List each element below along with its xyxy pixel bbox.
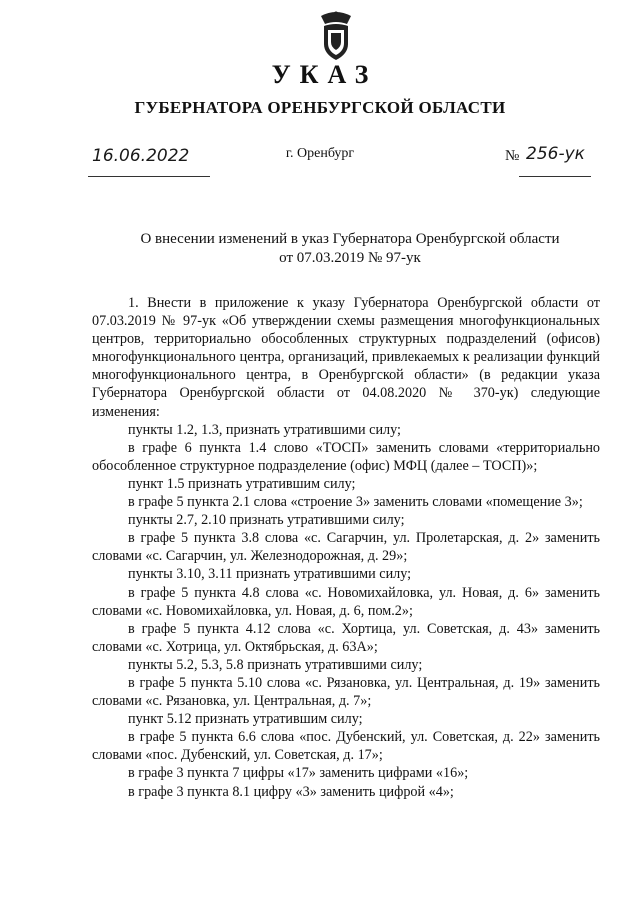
paragraph: пункты 3.10, 3.11 признать утратившими силу; bbox=[128, 566, 412, 583]
paragraph: пункты 5.2, 5.3, 5.8 признать утратившими силу; bbox=[128, 656, 423, 673]
city: г. Оренбург bbox=[285, 146, 355, 161]
document-subject bbox=[60, 230, 640, 268]
paragraph: в графе 5 пункта 6.6 слова «пос. Дубенский, ул. Советская, д. 22» заменить словами «пос. Дубенский, ул. Советская, д. 17»; bbox=[92, 729, 600, 764]
paragraph: 1. Внести в приложение к указу Губернатора Оренбургской области от 07.03.2019 № 97-ук «Об утверждении схемы размещения многофункциональных центров, территориально обособленных структурных подразделений (офисов) многофункционального центра, организаций, привлекаемых к реализации функций многофункционального центра, в Оренбургской области» (в редакции указа Губернатора Оренбургской области от 04.08.2020 № 370-ук) следующие изменения: bbox=[92, 295, 600, 420]
paragraph: пункт 5.12 признать утратившим силу; bbox=[128, 711, 363, 728]
paragraph: в графе 3 пункта 8.1 цифру «3» заменить цифрой «4»; bbox=[128, 783, 454, 800]
paragraph: в графе 5 пункта 5.10 слова «с. Рязановка, ул. Центральная, д. 19» заменить словами «с. Рязановка, ул. Центральная, д. 7»; bbox=[92, 674, 600, 710]
paragraph: в графе 6 пункта 1.4 слово «ТОСП» заменить словами «территориально обособленное структурное подразделение (офис) МФЦ (далее – ТОСП)»; bbox=[92, 439, 600, 474]
handwritten-number: 256-ук bbox=[526, 144, 585, 164]
paragraph: пункт 1.5 признать утратившим силу; bbox=[128, 475, 356, 492]
coat-of-arms-icon bbox=[317, 10, 355, 62]
document-subtitle: ГУБЕРНАТОРА ОРЕНБУРГСКОЙ ОБЛАСТИ bbox=[134, 98, 506, 117]
paragraph: в графе 3 пункта 7 цифры «17» заменить цифрами «16»; bbox=[128, 765, 469, 782]
handwritten-date: 16.06.2022 bbox=[92, 146, 190, 166]
subject-line-2: от 07.03.2019 № 97-ук bbox=[279, 250, 421, 266]
paragraph: в графе 5 пункта 2.1 слова «строение 3» заменить словами «помещение 3»; bbox=[128, 494, 583, 511]
document-title: УКАЗ bbox=[271, 60, 378, 89]
document-body bbox=[92, 294, 600, 801]
paragraph: пункты 1.2, 1.3, признать утратившими силу; bbox=[128, 421, 401, 438]
date-underline bbox=[88, 176, 210, 177]
subject-line-1: О внесении изменений в указ Губернатора Оренбургской области bbox=[140, 231, 560, 247]
paragraph: в графе 5 пункта 4.12 слова «с. Хортица, ул. Советская, д. 43» заменить словами «с. Хотрица, ул. Октябрьская, д. 63А»; bbox=[92, 620, 600, 655]
paragraph: в графе 5 пункта 4.8 слова «с. Новомихайловка, ул. Новая, д. 6» заменить словами «с. Новомихайловка, ул. Новая, д. 6, пом.2»; bbox=[92, 584, 600, 619]
number-label: № bbox=[505, 148, 520, 164]
number-underline bbox=[519, 176, 591, 177]
paragraph: в графе 5 пункта 3.8 слова «с. Сагарчин, ул. Пролетарская, д. 2» заменить словами «с. Сагарчин, ул. Железнодорожная, д. 29»; bbox=[92, 530, 600, 565]
paragraph: пункты 2.7, 2.10 признать утратившими силу; bbox=[128, 512, 405, 529]
